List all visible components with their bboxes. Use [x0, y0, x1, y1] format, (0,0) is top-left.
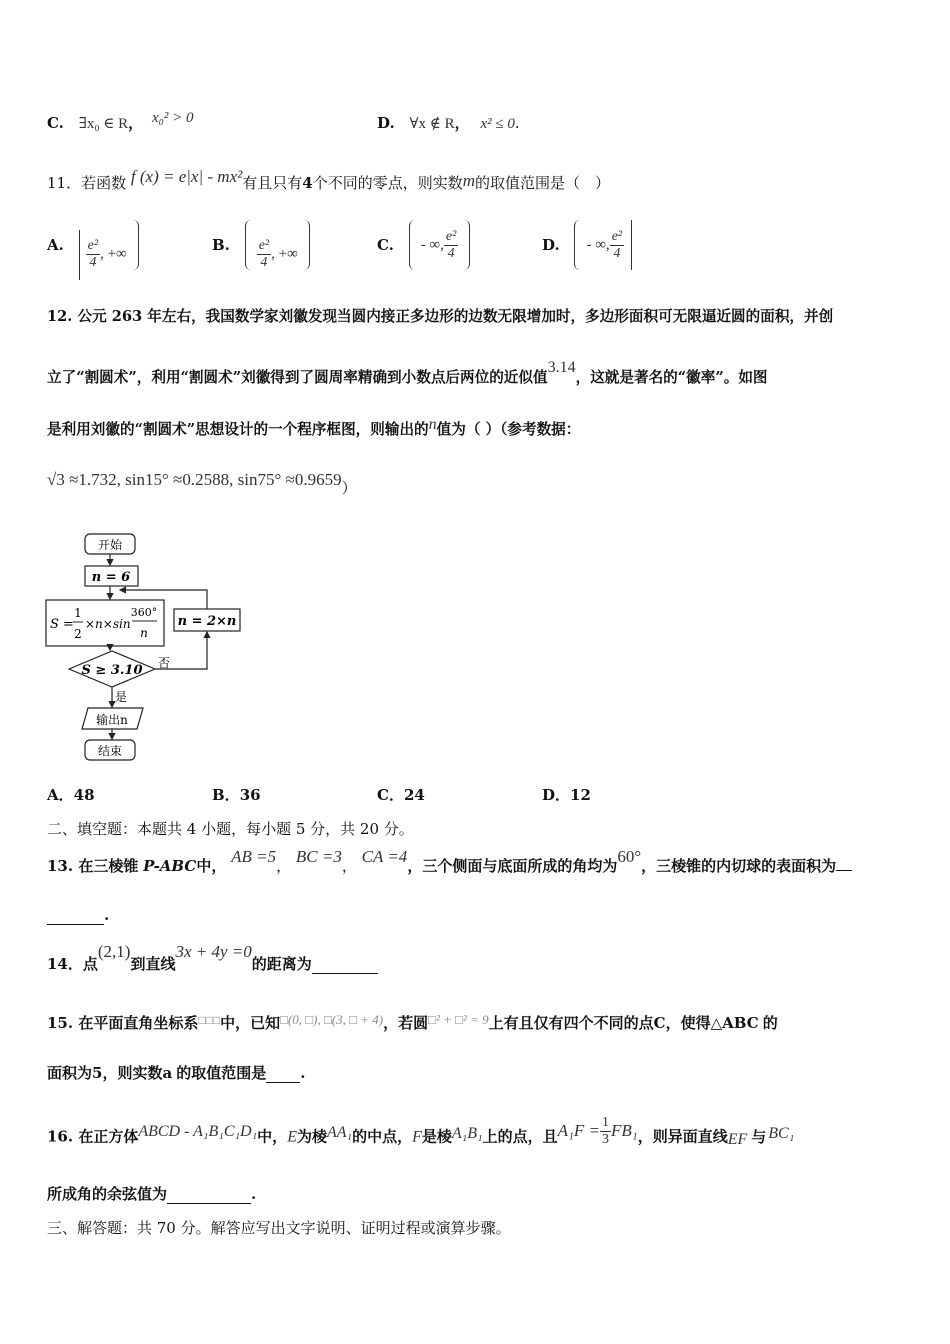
q11-b-den: 4 — [260, 255, 268, 270]
q15-blank — [266, 1064, 300, 1083]
q13-bc: BC =3 — [295, 847, 342, 866]
q11-c-den: 4 — [447, 246, 455, 261]
flow-start: 开始 — [97, 538, 123, 552]
q11-a-interval — [79, 230, 133, 280]
q16-a1b1: A₁B₁ — [451, 1124, 483, 1142]
q11-c-label: C. — [377, 236, 394, 254]
q11-count: 4 — [302, 174, 313, 192]
q13-c: ，三个侧面与底面所成的角均为 — [407, 857, 618, 875]
q15-points: □(0, □), □(3, □ + 4) — [280, 1012, 384, 1027]
flow-condition: S ≥ 3.10 — [81, 663, 143, 678]
flow-formula-deg-den: n — [140, 626, 148, 640]
q11-d-label: D. — [542, 236, 560, 254]
q16-aa1: AA₁ — [326, 1123, 353, 1141]
q16-f: F — [412, 1128, 422, 1146]
q16-end: . — [251, 1185, 257, 1203]
q11-option-b — [212, 220, 310, 280]
q15-coordinate-system: □□□ — [198, 1013, 221, 1027]
q12-option-b — [212, 784, 261, 805]
q13-blank-part1 — [836, 870, 852, 871]
q12-a-value: 48 — [73, 786, 95, 804]
q13-b: 中， — [196, 857, 227, 875]
q14-line: 3x + 4y =0 — [175, 942, 252, 961]
q16-i: ，则异面直线 — [637, 1127, 728, 1146]
q16-h: 上的点，且 — [482, 1127, 558, 1146]
q16-bc1: BC₁ — [768, 1124, 795, 1142]
flow-output: 输出n — [96, 713, 128, 727]
q11-text-c: 个不同的零点，则实数 — [312, 174, 463, 192]
q15-abc: ABC — [722, 1014, 759, 1032]
q11-a-num: e² — [87, 238, 99, 253]
q12-c-value: 24 — [403, 786, 425, 804]
q16-rel-den: 3 — [602, 1132, 609, 1147]
flow-no-label: 否 — [158, 656, 171, 670]
q10-d-label: D. — [377, 114, 395, 132]
q11-d-interval — [580, 221, 630, 271]
q12-c-label: C． — [377, 786, 404, 804]
q11-d-den: 4 — [613, 246, 621, 261]
q13-line2 — [47, 906, 109, 925]
q15-b: 中，已知 — [220, 1014, 281, 1032]
q16-b: 中， — [257, 1127, 288, 1146]
q16-g: 是棱 — [421, 1127, 452, 1146]
q11-d-num: e² — [611, 229, 623, 244]
q16-rel-right: FB₁ — [611, 1120, 638, 1140]
q12-line1: 12. 公元 263 年左右，我国数学家刘徽发现当圆内接正多边形的边数无限增加时，多边形面积可无限逼近圆的面积，并创 — [47, 308, 834, 325]
q14-blank — [312, 955, 378, 974]
q10-c-label: C. — [47, 114, 64, 132]
section-2-heading: 二、填空题：本题共 4 小题，每小题 5 分，共 20 分。 — [47, 820, 414, 838]
q15-area-value: 5 — [92, 1064, 103, 1082]
q16-line2 — [47, 1183, 256, 1204]
q16-c: 为棱 — [296, 1127, 327, 1146]
q11-stem — [47, 167, 610, 193]
q15-line2 — [47, 1062, 305, 1083]
q12-b-label: B． — [212, 786, 240, 804]
q14-stem — [47, 942, 378, 974]
q15-line2a: 面积为 — [47, 1064, 93, 1082]
q15-a: 15. 在平面直角坐标系 — [47, 1014, 199, 1032]
q11-c-head: - ∞, — [420, 237, 444, 253]
q15-var-a: a — [162, 1064, 173, 1082]
q11-c-num: e² — [445, 229, 457, 244]
q13-ca: CA =4 — [361, 847, 408, 866]
q12-line3 — [47, 418, 580, 439]
q15-f: 的 — [762, 1014, 778, 1032]
q12-a-label: A． — [47, 786, 74, 804]
q14-a: 14．点 — [47, 955, 98, 973]
q13-blank-part2 — [47, 906, 104, 925]
flow-end: 结束 — [97, 744, 123, 758]
q12-d-label: D． — [542, 786, 571, 804]
q11-number: 11． — [47, 174, 82, 192]
q12-d-value: 12 — [570, 786, 591, 804]
q11-text-a: 若函数 — [81, 174, 127, 192]
q16-rel-left: A₁F = — [557, 1120, 600, 1140]
q16-cube: ABCD - A₁B₁C₁D₁ — [138, 1122, 258, 1140]
q12-var-n: n — [428, 416, 437, 433]
q12-line2 — [47, 359, 768, 387]
q16-rel-num: 1 — [602, 1115, 609, 1130]
q10-d-expr: ∀x ∉ R — [409, 116, 455, 132]
q13-angle: 60° — [617, 847, 642, 866]
q11-function: f (x) = e|x| - mx² — [130, 167, 243, 186]
flow-formula-s: S = — [50, 617, 74, 632]
q13-a: 13. 在三棱锥 — [47, 857, 139, 875]
q13-sep1: ， — [276, 857, 292, 875]
flowchart — [40, 528, 250, 768]
q11-d-head: - ∞, — [586, 237, 610, 253]
q16-j: 与 — [751, 1127, 767, 1146]
q10-option-c — [47, 112, 193, 133]
q10-option-d — [377, 112, 520, 133]
q11-option-a — [47, 220, 139, 280]
q16-blank — [167, 1185, 251, 1204]
q16-ef: EF — [727, 1130, 748, 1148]
q13-sep2: ， — [341, 857, 357, 875]
q13-d: ，三棱锥的内切球的表面积为 — [641, 857, 837, 875]
q12-line2b: ，这就是著名的“徽率”。如图 — [575, 369, 768, 386]
q15-e: ，使得△ — [665, 1014, 723, 1032]
q13-stem — [47, 847, 852, 876]
q11-text-d: 的取值范围是（ ） — [474, 174, 610, 192]
q11-a-label: A. — [47, 236, 64, 254]
q12-line2a: 立了“割圆术”，利用“割圆术”刘徽得到了圆周率精确到小数点后两位的近似值 — [47, 369, 548, 386]
flow-formula-mid: ×n×sin — [85, 617, 131, 631]
q14-c: 的距离为 — [251, 955, 312, 973]
q15-stem — [47, 1012, 778, 1033]
q12-pi-value: 3.14 — [547, 359, 576, 376]
q15-point-c: C — [653, 1014, 666, 1032]
q13-ab: AB =5 — [231, 847, 277, 866]
q12-option-a — [47, 784, 95, 805]
q13-pabc: P-ABC — [143, 857, 197, 875]
q12-reference-data — [47, 469, 357, 497]
flow-init: n = 6 — [91, 570, 131, 585]
q15-c: ，若圆 — [383, 1014, 429, 1032]
flow-formula-deg-num: 360° — [130, 606, 158, 619]
q10-c-sep: ， — [128, 114, 144, 132]
q11-b-num: e² — [258, 238, 270, 253]
q16-d: 的中点， — [352, 1127, 413, 1146]
q11-var-m: m — [462, 171, 475, 190]
q11-b-label: B. — [212, 236, 230, 254]
q15-circle: □² + □² = 9 — [428, 1012, 489, 1027]
q12-b-value: 36 — [239, 786, 261, 804]
section-3-heading: 三、解答题：共 70 分。解答应写出文字说明、证明过程或演算步骤。 — [47, 1219, 511, 1237]
q15-end: . — [300, 1064, 306, 1082]
q12-option-c — [377, 784, 425, 805]
q12-option-d — [542, 784, 591, 805]
q11-option-c — [377, 220, 470, 271]
q14-point: (2,1) — [97, 942, 131, 961]
q12-ref-values: √3 ≈1.732, sin15° ≈0.2588, sin75° ≈0.9659 — [47, 470, 342, 489]
q11-text-b: 有且只有 — [242, 174, 303, 192]
flow-formula-half-den: 2 — [74, 627, 82, 641]
flow-update: n = 2×n — [177, 614, 237, 629]
q11-c-interval — [415, 221, 465, 271]
q15-d: 上有且仅有四个不同的点 — [488, 1014, 654, 1032]
flow-yes-label: 是 — [115, 690, 128, 704]
q14-b: 到直线 — [130, 955, 176, 973]
q10-d-sep: ， — [454, 114, 470, 132]
q11-b-tail: , +∞ — [271, 246, 298, 262]
q15-line2c: 的取值范围是 — [176, 1064, 267, 1082]
q16-line2-text: 所成角的余弦值为 — [47, 1185, 168, 1203]
q11-option-d — [542, 220, 632, 271]
q12-line3a: 是利用刘徽的“割圆术”思想设计的一个程序框图，则输出的 — [47, 421, 429, 438]
q16-e: E — [287, 1128, 297, 1146]
q10-c-expr: ∃x₀ ∈ R — [78, 116, 129, 132]
q15-line2b: ，则实数 — [102, 1064, 163, 1082]
q10-c-ineq: x₀² > 0 — [151, 110, 194, 126]
q10-d-end: . — [514, 114, 520, 132]
q10-d-ineq: x² ≤ 0 — [480, 116, 515, 132]
q12-ref-end: ） — [341, 479, 357, 497]
q12-line3b: 值为（ ）（参考数据： — [436, 421, 581, 438]
q16-a: 16. 在正方体 — [47, 1127, 139, 1146]
flow-formula-half-num: 1 — [74, 606, 82, 620]
q11-a-den: 4 — [89, 255, 97, 270]
q11-a-tail: , +∞ — [100, 246, 127, 262]
q13-end: . — [104, 906, 110, 924]
q11-b-interval — [251, 230, 304, 280]
q16-stem — [47, 1115, 795, 1154]
